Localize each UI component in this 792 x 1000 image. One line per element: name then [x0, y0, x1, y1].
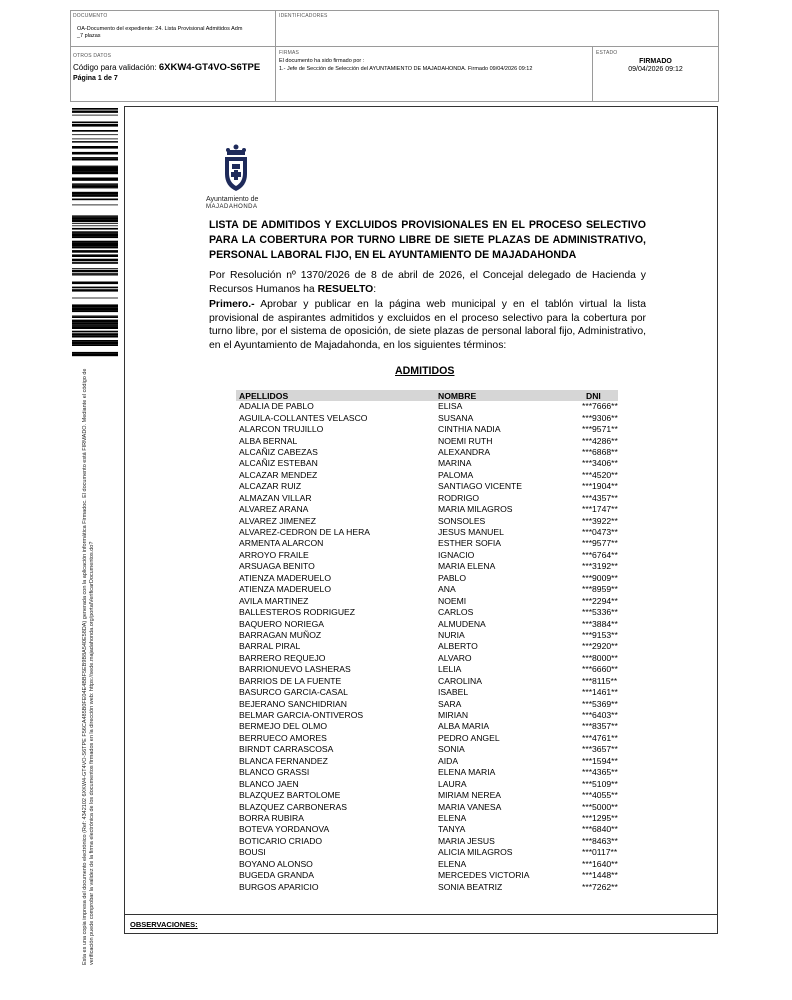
table-row [236, 607, 618, 618]
table-row [236, 744, 618, 755]
cell-apellidos: BOTICARIO CRIADO [239, 835, 323, 846]
cell-nombre: MARIA ELENA [438, 561, 496, 572]
cell-apellidos: AGUILA-COLLANTES VELASCO [239, 412, 368, 423]
table-row [236, 676, 618, 687]
documento-line2: _7 plazas [77, 33, 101, 39]
barcode-bar [72, 199, 118, 201]
table-row [236, 767, 618, 778]
documento-label: DOCUMENTO [73, 13, 108, 19]
cell-dni: ***3406** [582, 458, 618, 469]
cell-dni: ***4357** [582, 492, 618, 503]
cell-nombre: ELENA [438, 858, 467, 869]
barcode-bar [72, 304, 118, 307]
barcode-bar [72, 231, 118, 232]
table-row [236, 824, 618, 835]
cell-apellidos: ALCAÑIZ ESTEBAN [239, 458, 318, 469]
cell-dni: ***0117** [582, 847, 618, 858]
cell-dni: ***4286** [582, 435, 618, 446]
firmas-box [275, 46, 593, 102]
cell-apellidos: BAQUERO NORIEGA [239, 618, 324, 629]
cell-apellidos: ALVAREZ JIMENEZ [239, 515, 317, 526]
cell-nombre: SUSANA [438, 412, 474, 423]
cell-apellidos: ATIENZA MADERUELO [239, 572, 332, 583]
cell-apellidos: BASURCO GARCIA-CASAL [239, 687, 348, 698]
identificadores-box [275, 10, 719, 47]
cell-apellidos: ALBA BERNAL [239, 435, 298, 446]
cell-nombre: MIRIAM NEREA [438, 790, 502, 801]
table-row [236, 481, 618, 492]
codigo-value: 6XKW4-GT4VO-S6TPE [158, 62, 261, 73]
cell-nombre: PALOMA [438, 469, 474, 480]
barcode-bar [72, 194, 118, 196]
pagina: Página 1 de 7 [73, 75, 118, 82]
firmas-label: FIRMAS [279, 50, 300, 56]
cell-dni: ***3657** [582, 744, 618, 755]
barcode-bar [72, 139, 118, 140]
cell-dni: ***2920** [582, 641, 618, 652]
firmas-line2: 1.- Jefe de Sección de Selección del AYUNTAMIENTO DE MAJADAHONDA. Firmado 09/04/2026 09:12 [279, 66, 533, 72]
table-row [236, 881, 618, 892]
cell-apellidos: BARRIONUEVO LASHERAS [239, 664, 351, 675]
cell-apellidos: AVILA MARTINEZ [239, 595, 309, 606]
barcode-bar [72, 169, 118, 172]
cell-nombre: ELENA [438, 812, 467, 823]
cell-dni: ***5000** [582, 801, 618, 812]
cell-apellidos: BARRERO REQUEJO [239, 652, 326, 663]
table-row [236, 641, 618, 652]
cell-nombre: MIRIAN [438, 710, 469, 721]
barcode-bar [72, 308, 118, 311]
cell-nombre: AIDA [438, 755, 459, 766]
cell-dni: ***4761** [582, 732, 618, 743]
cell-apellidos: BALLESTEROS RODRIGUEZ [239, 607, 356, 618]
document-title: LISTA DE ADMITIDOS Y EXCLUIDOS PROVISIONALES EN EL PROCESO SELECTIVO PARA LA COBERTURA POR TURNO LIBRE DE SIETE PLAZAS DE ADMINISTRATIVO, PERSONAL LABORAL FIJO, EN EL AYUNTAMIENTO DE MAJADAHONDA [209, 219, 646, 261]
barcode-bar [72, 232, 118, 234]
primero-paragraph [209, 298, 646, 352]
table-row [236, 618, 618, 629]
cell-dni: ***1747** [582, 504, 618, 515]
resuelto-word: RESUELTO [317, 283, 374, 295]
barcode-bar [72, 178, 118, 181]
table-row [236, 664, 618, 675]
cell-apellidos: BLAZQUEZ CARBONERAS [239, 801, 347, 812]
table-row [236, 847, 618, 858]
barcode-bar [72, 241, 118, 243]
cell-dni: ***8463** [582, 835, 618, 846]
table-row [236, 801, 618, 812]
cell-nombre: TANYA [438, 824, 466, 835]
side-text-line2: verificación puede comprobar la validez de la firma electrónica de los documentos firmados en la dirección web: https://sede.majadahonda.org/portalVerificarDocumentos.do? [89, 541, 95, 965]
barcode-bar [72, 262, 118, 264]
barcode-bar [72, 215, 118, 216]
cell-dni: ***3922** [582, 515, 618, 526]
cell-nombre: ALVARO [438, 652, 472, 663]
cell-nombre: ALMUDENA [438, 618, 486, 629]
barcode-bar [72, 180, 118, 181]
cell-dni: ***0473** [582, 527, 618, 538]
barcode-bar [72, 268, 118, 269]
table-row [236, 721, 618, 732]
barcode-bar [72, 287, 118, 289]
cell-nombre: ALEXANDRA [438, 446, 491, 457]
cell-dni: ***5369** [582, 698, 618, 709]
barcode-bar [72, 316, 118, 317]
cell-dni: ***3192** [582, 561, 618, 572]
barcode-bar [72, 234, 118, 237]
cell-apellidos: BARRIOS DE LA FUENTE [239, 675, 342, 686]
header-nombre: NOMBRE [435, 390, 574, 401]
table-row [236, 435, 618, 446]
cell-nombre: JESUS MANUEL [438, 527, 504, 538]
barcode-bar [72, 325, 118, 326]
barcode-bar [72, 115, 118, 116]
logo-text-line1: Ayuntamiento de [206, 196, 259, 203]
otros-datos-box [70, 46, 276, 102]
otros-datos-label: OTROS DATOS [73, 53, 112, 59]
barcode-bar [72, 159, 118, 161]
table-row [236, 733, 618, 744]
barcode-bar [72, 247, 118, 249]
table-row [236, 458, 618, 469]
table-row [236, 687, 618, 698]
barcode-bar [72, 340, 118, 342]
cell-nombre: MARIA JESUS [438, 835, 495, 846]
cell-dni: ***9153** [582, 629, 618, 640]
cell-dni: ***7262** [582, 881, 618, 892]
cell-nombre: LELIA [438, 664, 462, 675]
barcode-bar [72, 298, 118, 299]
cell-apellidos: ALVAREZ ARANA [239, 504, 309, 515]
barcode-bar [72, 282, 118, 285]
table-row [236, 859, 618, 870]
table-row [236, 790, 618, 801]
estado-date: 09/04/2026 09:12 [628, 66, 683, 73]
barcode-bar [72, 166, 118, 169]
cell-nombre: MARIA MILAGROS [438, 504, 513, 515]
cell-nombre: MERCEDES VICTORIA [438, 870, 530, 881]
table-row [236, 813, 618, 824]
barcode-bar [72, 336, 118, 338]
barcode-bar [72, 218, 118, 220]
cell-apellidos: BUGEDA GRANDA [239, 870, 314, 881]
table-row [236, 573, 618, 584]
table-row [236, 424, 618, 435]
cell-apellidos: BERMEJO DEL OLMO [239, 721, 328, 732]
barcode-bar [72, 220, 118, 223]
table-row [236, 504, 618, 515]
cell-apellidos: BURGOS APARICIO [239, 881, 319, 892]
cell-apellidos: ADALIA DE PABLO [239, 401, 314, 412]
cell-nombre: ELISA [438, 401, 463, 412]
cell-apellidos: ALARCON TRUJILLO [239, 424, 324, 435]
barcode-image [72, 108, 118, 360]
barcode-bar [72, 270, 118, 273]
barcode-bar [72, 320, 118, 323]
estado-value: FIRMADO [639, 58, 672, 65]
estado-box [592, 46, 719, 102]
cell-nombre: MARINA [438, 458, 472, 469]
barcode-bar [72, 152, 118, 155]
cell-dni: ***8115** [582, 675, 618, 686]
cell-apellidos: BLAZQUEZ BARTOLOME [239, 790, 341, 801]
barcode-bar [72, 172, 118, 175]
cell-dni: ***6660** [582, 664, 618, 675]
table-row [236, 470, 618, 481]
observaciones-label: OBSERVACIONES: [130, 920, 198, 929]
cell-apellidos: BOUSI [239, 847, 266, 858]
table-row [236, 493, 618, 504]
cell-nombre: ISABEL [438, 687, 469, 698]
table-row [236, 756, 618, 767]
barcode-bar [72, 112, 118, 113]
barcode-bar [72, 122, 118, 124]
barcode-bar [72, 322, 118, 325]
primero-label: Primero.- [209, 299, 255, 310]
barcode-bar [72, 290, 118, 292]
barcode-bar [72, 342, 118, 345]
intro-text: Por Resolución nº 1370/2026 de 8 de abril de 2026, el Concejal delegado de Hacienda y Recursos Humanos ha [209, 270, 646, 295]
cell-dni: ***8959** [582, 584, 618, 595]
cell-apellidos: ARSUAGA BENITO [239, 561, 315, 572]
cell-apellidos: BOTEVA YORDANOVA [239, 824, 330, 835]
barcode-bar [72, 141, 118, 142]
cell-apellidos: ALMAZAN VILLAR [239, 492, 312, 503]
table-row [236, 698, 618, 709]
cell-apellidos: BIRNDT CARRASCOSA [239, 744, 334, 755]
barcode-bar [72, 326, 118, 327]
cell-dni: ***8000** [582, 652, 618, 663]
barcode-bar [72, 225, 118, 226]
resuelto-colon: : [373, 283, 377, 295]
cell-dni: ***7666** [582, 401, 618, 412]
cell-nombre: ELENA MARIA [438, 767, 496, 778]
barcode-bar [72, 130, 118, 132]
cell-dni: ***6840** [582, 824, 618, 835]
estado-label: ESTADO [596, 50, 618, 56]
cell-nombre: SONIA BEATRIZ [438, 881, 503, 892]
barcode-bar [72, 223, 118, 224]
table-row [236, 561, 618, 572]
cell-nombre: NOEMI RUTH [438, 435, 493, 446]
barcode-bar [72, 183, 118, 184]
barcode-bar [72, 196, 118, 197]
cell-dni: ***9009** [582, 572, 618, 583]
barcode-bar [72, 250, 118, 253]
cell-dni: ***4520** [582, 469, 618, 480]
cell-nombre: CARLOS [438, 607, 474, 618]
cell-apellidos: ARMENTA ALARCON [239, 538, 324, 549]
majadahonda-crest-logo [219, 144, 253, 196]
documento-line1: OA-Documento del expediente: 24. Lista Provisional Admitidos Adm [77, 26, 243, 32]
cell-apellidos: ARROYO FRAILE [239, 549, 309, 560]
cell-dni: ***1461** [582, 687, 618, 698]
cell-nombre: SONSOLES [438, 515, 486, 526]
barcode-bar [72, 289, 118, 290]
cell-dni: ***3884** [582, 618, 618, 629]
barcode-bar [72, 344, 118, 346]
documento-box [70, 10, 276, 47]
barcode-bar [72, 205, 118, 206]
cell-dni: ***4055** [582, 790, 618, 801]
barcode-bar [72, 307, 118, 308]
table-row [236, 401, 618, 412]
barcode-bar [72, 316, 118, 318]
admitidos-table [236, 390, 618, 893]
barcode-bar [72, 108, 118, 110]
cell-nombre: CAROLINA [438, 675, 482, 686]
header-apellidos: APELLIDOS [236, 390, 435, 401]
cell-nombre: MARIA VANESA [438, 801, 502, 812]
cell-nombre: IGNACIO [438, 549, 475, 560]
cell-dni: ***6403** [582, 710, 618, 721]
logo-text-line2: MAJADAHONDA [206, 204, 258, 210]
table-row [236, 836, 618, 847]
barcode-bar [72, 157, 118, 159]
barcode-bar [72, 331, 118, 333]
codigo-validacion [73, 62, 260, 73]
cell-nombre: NOEMI [438, 595, 467, 606]
side-text-line1: Esta es una copia impresa del documento electrónico (Ref: 4342102 6XKW4-GT4VO-S6TPE F56CA485B0FE04E4BBF5EB9B8A540E58DA) generada con la aplicación informática Firmadoc. El documento está FIRMADO. Mediante el código de [82, 368, 88, 965]
barcode-bar [72, 184, 118, 186]
cell-nombre: ESTHER SOFIA [438, 538, 502, 549]
barcode-bar [72, 228, 118, 230]
barcode-bar [72, 254, 118, 257]
cell-apellidos: BORRA RUBIRA [239, 812, 304, 823]
cell-nombre: ALICIA MILAGROS [438, 847, 513, 858]
barcode-bar [72, 242, 118, 245]
cell-nombre: PABLO [438, 572, 467, 583]
barcode-bar [72, 134, 118, 135]
cell-dni: ***2294** [582, 595, 618, 606]
table-row [236, 778, 618, 789]
barcode-bar [72, 326, 118, 329]
barcode-bar [72, 333, 118, 336]
cell-apellidos: ALCAZAR MENDEZ [239, 469, 318, 480]
cell-apellidos: BARRAL PIRAL [239, 641, 301, 652]
table-row [236, 584, 618, 595]
barcode-bar [72, 274, 118, 275]
table-header-row [236, 390, 618, 401]
table-row [236, 630, 618, 641]
barcode-bar [72, 236, 118, 238]
cell-dni: ***1594** [582, 755, 618, 766]
barcode-bar [72, 186, 118, 188]
cell-dni: ***1295** [582, 812, 618, 823]
barcode-bar [72, 352, 118, 354]
table-row [236, 527, 618, 538]
cell-nombre: PEDRO ANGEL [438, 732, 500, 743]
cell-apellidos: ATIENZA MADERUELO [239, 584, 332, 595]
table-row [236, 710, 618, 721]
table-row [236, 412, 618, 423]
barcode-bar [72, 142, 118, 143]
barcode-bar [72, 216, 118, 218]
identificadores-label: IDENTIFICADORES [279, 13, 328, 19]
admitidos-heading: ADMITIDOS [395, 365, 455, 377]
cell-apellidos: ALVAREZ-CEDRON DE LA HERA [239, 527, 371, 538]
cell-apellidos: BLANCA FERNANDEZ [239, 755, 328, 766]
cell-dni: ***9306** [582, 412, 618, 423]
table-row [236, 515, 618, 526]
cell-dni: ***1448** [582, 870, 618, 881]
barcode-bar [72, 188, 118, 189]
intro-paragraph [209, 269, 646, 296]
barcode-bar [72, 354, 118, 357]
cell-dni: ***9577** [582, 538, 618, 549]
cell-nombre: NURIA [438, 629, 465, 640]
cell-apellidos: BEJERANO SANCHIDRIAN [239, 698, 347, 709]
table-row [236, 595, 618, 606]
barcode-bar [72, 124, 118, 127]
cell-nombre: ANA [438, 584, 456, 595]
barcode-bar [72, 111, 118, 113]
firmas-line1: El documento ha sido firmado por : [279, 58, 365, 64]
table-row [236, 653, 618, 664]
cell-apellidos: ALCAÑIZ CABEZAS [239, 446, 318, 457]
barcode-bar [72, 310, 118, 312]
barcode-bar [72, 259, 118, 262]
cell-apellidos: BLANCO JAEN [239, 778, 299, 789]
cell-dni: ***6764** [582, 549, 618, 560]
cell-nombre: ALBA MARIA [438, 721, 490, 732]
cell-nombre: ALBERTO [438, 641, 478, 652]
cell-apellidos: BELMAR GARCIA-ONTIVEROS [239, 710, 364, 721]
cell-nombre: SANTIAGO VICENTE [438, 481, 523, 492]
cell-dni: ***6868** [582, 446, 618, 457]
barcode-bar [72, 275, 118, 276]
header-dni: DNI [574, 390, 618, 401]
cell-nombre: RODRIGO [438, 492, 480, 503]
cell-apellidos: BOYANO ALONSO [239, 858, 313, 869]
cell-dni: ***5336** [582, 607, 618, 618]
cell-dni: ***8357** [582, 721, 618, 732]
cell-dni: ***9571** [582, 424, 618, 435]
cell-dni: ***4365** [582, 767, 618, 778]
table-row [236, 550, 618, 561]
cell-apellidos: BARRAGAN MUÑOZ [239, 629, 322, 640]
codigo-prefix: Código para validación: [73, 63, 157, 72]
cell-nombre: CINTHIA NADIA [438, 424, 501, 435]
table-row [236, 538, 618, 549]
cell-dni: ***1904** [582, 481, 618, 492]
primero-text: Aprobar y publicar en la página web municipal y en el tablón virtual la lista provisional de aspirantes admitidos y excluidos en el proceso selectivo para la cobertura por turno libre, por el sistema de oposición, de siete plazas de personal laboral fijo, Administrativo, en el Ayuntamiento de Majadahonda, en los siguientes términos: [209, 299, 646, 351]
barcode-bar [72, 192, 118, 195]
barcode-bar [72, 273, 118, 274]
observaciones-box [124, 914, 718, 934]
barcode-bar [72, 146, 118, 149]
cell-dni: ***5109** [582, 778, 618, 789]
cell-nombre: SARA [438, 698, 462, 709]
cell-apellidos: BERRUECO AMORES [239, 732, 327, 743]
cell-apellidos: BLANCO GRASSI [239, 767, 310, 778]
cell-dni: ***1640** [582, 858, 618, 869]
barcode-bar [72, 245, 118, 247]
table-row [236, 447, 618, 458]
cell-nombre: LAURA [438, 778, 467, 789]
cell-nombre: SONIA [438, 744, 465, 755]
table-row [236, 870, 618, 881]
barcode-bar [72, 166, 118, 167]
cell-apellidos: ALCAZAR RUIZ [239, 481, 302, 492]
